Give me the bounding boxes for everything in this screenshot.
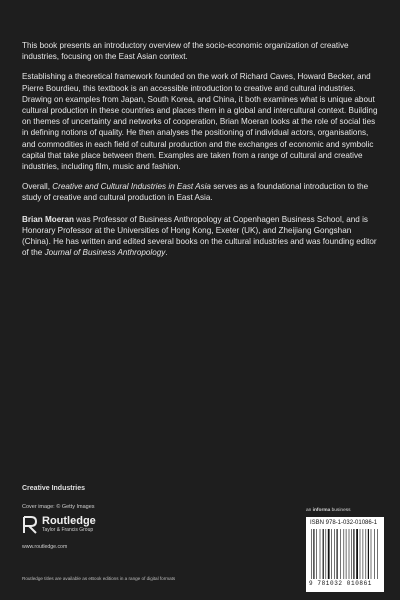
informa-prefix: an (306, 508, 313, 513)
subject-category: Creative Industries (22, 485, 86, 492)
publisher-name: Routledge (42, 515, 96, 527)
barcode-digits: 9 781032 010861 (309, 580, 373, 587)
back-cover-description (22, 40, 378, 267)
overall-paragraph (22, 181, 378, 203)
publisher-logo (22, 516, 96, 534)
isbn-barcode (306, 517, 384, 592)
ebook-footnote: Routledge titles are available as eBook editions in a range of digital formats (22, 576, 176, 581)
cover-image-credit: Cover image: © Getty Images (22, 504, 95, 510)
intro-text: This book presents an introductory overview of the socio-economic organization of creative industries, focusing on the East Asian context. (22, 41, 349, 62)
overall-suffix: serves as a foundational introduction to the study of creative and cultural production in East Asia. (22, 182, 369, 203)
framework-text: Establishing a theoretical framework founded on the work of Richard Caves, Howard Becker, and Pierre Bourdieu, this textbook is an accessible introduction to creative and cultural industries. Drawing on examples from Japan, South Korea, and China, it both examines what is unique about cultural production in these countries and places them in a global and intercultural context. Building on themes of uncertainty and networks of cooperation, Brian Moeran looks at the role of social ties in defining notions of quality. He then analyses the positioning of individual actors, organisations, and commodities in each field of cultural production and the exchanges of economic and symbolic capital that take place between them. Examples are taken from a range of cultural and creative industries, including film, music and fashion. (22, 72, 378, 172)
framework-paragraph (22, 71, 378, 172)
journal-title: Journal of Business Anthropology (44, 248, 166, 258)
bio-text: was Professor of Business Anthropology at Copenhagen Business School, and is Honorary Professor at the Universities of Hong Kong, Exeter (UK), and Zheijiang Gongshan (China). He has written and edited several books on the cultural industries and was founding editor of the (22, 214, 377, 258)
publisher-group: Taylor & Francis Group (42, 527, 94, 533)
bio-end: . (165, 248, 168, 258)
publisher-url[interactable]: www.routledge.com (22, 544, 68, 550)
author-name: Brian Moeran (22, 214, 74, 224)
routledge-logo-icon (22, 516, 38, 534)
barcode-bars (311, 529, 379, 579)
informa-brand: informa (312, 508, 331, 513)
overall-prefix: Overall, (22, 182, 53, 192)
book-title: Creative and Cultural Industries in East Asia (52, 182, 211, 192)
informa-business-label (306, 508, 351, 513)
isbn-number: ISBN 978-1-032-01086-1 (310, 520, 378, 526)
author-bio-paragraph (22, 214, 378, 259)
informa-suffix: business (330, 508, 351, 513)
intro-paragraph (22, 40, 378, 62)
